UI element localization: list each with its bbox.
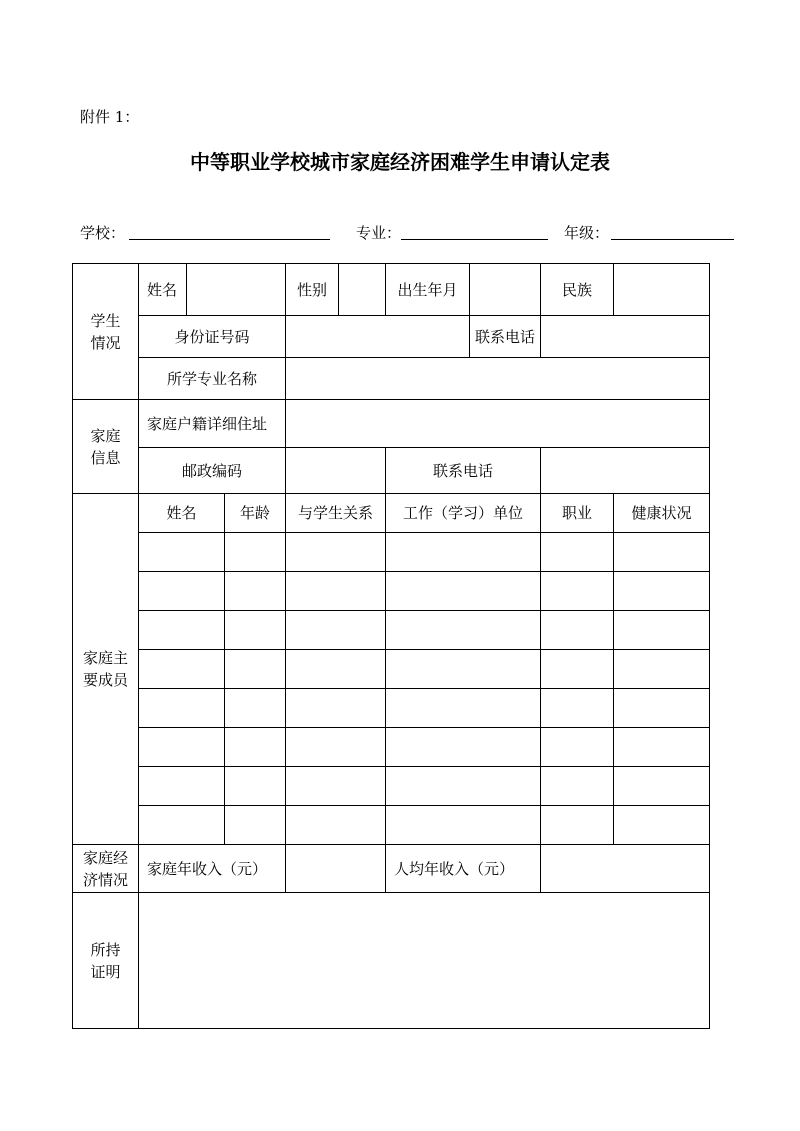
member-occupation-cell[interactable] — [541, 728, 614, 767]
family-phone-label: 联系电话 — [386, 448, 541, 494]
member-name-cell[interactable] — [139, 689, 225, 728]
member-header-name: 姓名 — [139, 494, 225, 533]
member-name-cell[interactable] — [139, 767, 225, 806]
ethnicity-input-cell[interactable] — [614, 264, 710, 316]
member-name-cell[interactable] — [139, 572, 225, 611]
member-occupation-cell[interactable] — [541, 533, 614, 572]
member-workplace-cell[interactable] — [386, 611, 541, 650]
application-form-table — [72, 263, 710, 1029]
member-row — [73, 650, 710, 689]
student-phone-input-cell[interactable] — [541, 316, 710, 358]
proof-section-label: 所持 证明 — [73, 893, 139, 1029]
name-label: 姓名 — [139, 264, 187, 316]
member-workplace-cell[interactable] — [386, 572, 541, 611]
member-header-age: 年龄 — [225, 494, 286, 533]
grade-field[interactable] — [611, 239, 734, 240]
member-age-cell[interactable] — [225, 728, 286, 767]
member-age-cell[interactable] — [225, 650, 286, 689]
member-age-cell[interactable] — [225, 611, 286, 650]
member-relation-cell[interactable] — [286, 728, 386, 767]
member-name-cell[interactable] — [139, 650, 225, 689]
member-age-cell[interactable] — [225, 806, 286, 845]
member-workplace-cell[interactable] — [386, 533, 541, 572]
major-label: 专业： — [356, 224, 402, 242]
member-workplace-cell[interactable] — [386, 650, 541, 689]
proof-input-cell[interactable] — [139, 893, 710, 1029]
member-header-health: 健康状况 — [614, 494, 710, 533]
member-health-cell[interactable] — [614, 689, 710, 728]
member-relation-cell[interactable] — [286, 806, 386, 845]
member-workplace-cell[interactable] — [386, 728, 541, 767]
economy-section-label: 家庭经 济情况 — [73, 845, 139, 893]
member-health-cell[interactable] — [614, 611, 710, 650]
major-field[interactable] — [401, 239, 548, 240]
major-name-input-cell[interactable] — [286, 358, 710, 400]
gender-label: 性别 — [286, 264, 339, 316]
member-age-cell[interactable] — [225, 533, 286, 572]
form-title: 中等职业学校城市家庭经济困难学生申请认定表 — [190, 150, 610, 174]
student-phone-label: 联系电话 — [470, 316, 541, 358]
birth-input-cell[interactable] — [470, 264, 541, 316]
member-health-cell[interactable] — [614, 533, 710, 572]
per-capita-income-label: 人均年收入（元） — [386, 845, 541, 893]
member-header-occupation: 职业 — [541, 494, 614, 533]
per-capita-income-input-cell[interactable] — [541, 845, 710, 893]
member-age-cell[interactable] — [225, 572, 286, 611]
address-input-cell[interactable] — [286, 400, 710, 448]
member-header-relation: 与学生关系 — [286, 494, 386, 533]
member-occupation-cell[interactable] — [541, 650, 614, 689]
annual-income-input-cell[interactable] — [286, 845, 386, 893]
member-row — [73, 767, 710, 806]
member-relation-cell[interactable] — [286, 572, 386, 611]
family-info-section-label: 家庭 信息 — [73, 400, 139, 494]
member-row — [73, 611, 710, 650]
id-number-input-cell[interactable] — [286, 316, 470, 358]
id-number-label: 身份证号码 — [139, 316, 286, 358]
grade-label: 年级： — [564, 224, 610, 242]
annual-income-label: 家庭年收入（元） — [139, 845, 286, 893]
name-input-cell[interactable] — [187, 264, 286, 316]
member-relation-cell[interactable] — [286, 611, 386, 650]
school-label: 学校： — [80, 224, 126, 242]
member-age-cell[interactable] — [225, 689, 286, 728]
member-relation-cell[interactable] — [286, 650, 386, 689]
member-health-cell[interactable] — [614, 728, 710, 767]
member-name-cell[interactable] — [139, 728, 225, 767]
member-relation-cell[interactable] — [286, 767, 386, 806]
member-occupation-cell[interactable] — [541, 572, 614, 611]
member-row — [73, 689, 710, 728]
member-relation-cell[interactable] — [286, 689, 386, 728]
member-occupation-cell[interactable] — [541, 689, 614, 728]
member-health-cell[interactable] — [614, 650, 710, 689]
gender-input-cell[interactable] — [339, 264, 386, 316]
member-health-cell[interactable] — [614, 767, 710, 806]
member-name-cell[interactable] — [139, 533, 225, 572]
member-row — [73, 806, 710, 845]
member-workplace-cell[interactable] — [386, 767, 541, 806]
member-health-cell[interactable] — [614, 806, 710, 845]
member-occupation-cell[interactable] — [541, 806, 614, 845]
member-age-cell[interactable] — [225, 767, 286, 806]
members-section-label: 家庭主 要成员 — [73, 494, 139, 845]
school-field[interactable] — [129, 239, 330, 240]
member-row — [73, 533, 710, 572]
postcode-label: 邮政编码 — [139, 448, 286, 494]
member-name-cell[interactable] — [139, 611, 225, 650]
ethnicity-label: 民族 — [541, 264, 614, 316]
member-row — [73, 572, 710, 611]
member-header-workplace: 工作（学习）单位 — [386, 494, 541, 533]
member-occupation-cell[interactable] — [541, 611, 614, 650]
school-info-row — [80, 222, 736, 244]
student-section-label: 学生 情况 — [73, 264, 139, 400]
member-row — [73, 728, 710, 767]
member-health-cell[interactable] — [614, 572, 710, 611]
major-name-label: 所学专业名称 — [139, 358, 286, 400]
member-workplace-cell[interactable] — [386, 806, 541, 845]
member-workplace-cell[interactable] — [386, 689, 541, 728]
member-name-cell[interactable] — [139, 806, 225, 845]
member-occupation-cell[interactable] — [541, 767, 614, 806]
address-label: 家庭户籍详细住址 — [139, 400, 286, 448]
member-relation-cell[interactable] — [286, 533, 386, 572]
attachment-label: 附件 1： — [80, 108, 140, 126]
postcode-input-cell[interactable] — [286, 448, 386, 494]
birth-label: 出生年月 — [386, 264, 470, 316]
family-phone-input-cell[interactable] — [541, 448, 710, 494]
